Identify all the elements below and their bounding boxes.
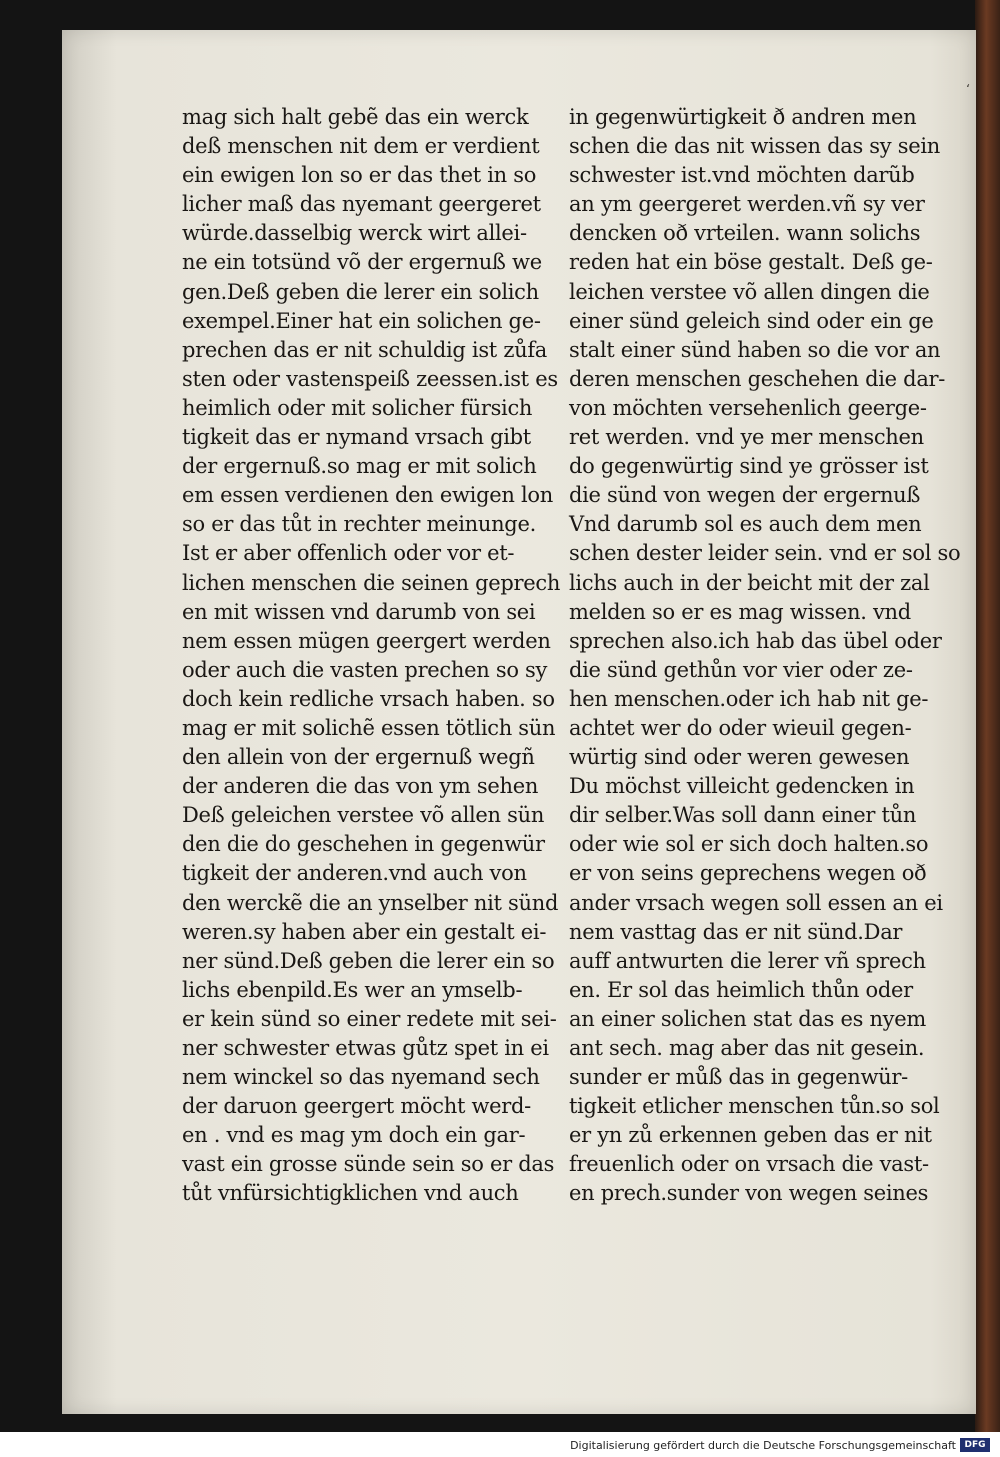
text-line: sprechen also.ich hab das übel oder xyxy=(569,628,942,653)
text-line: oder auch die vasten prechen so sy xyxy=(182,657,548,682)
footer-bar xyxy=(0,1432,1000,1457)
dfg-logo: DFG xyxy=(960,1438,990,1452)
text-line: em essen verdienen den ewigen lon xyxy=(182,483,553,508)
text-line: licher maß das nyemant geergeret xyxy=(182,192,541,217)
text-line: stalt einer sünd haben so die vor an xyxy=(569,337,941,362)
text-line: do gegenwürtig sind ye grösser ist xyxy=(569,454,929,479)
text-line: der daruon geergert möcht werd- xyxy=(182,1094,531,1119)
text-line: nem vasttag das er nit sünd.Dar xyxy=(569,919,903,944)
text-line: er yn zů erkennen geben das er nit xyxy=(569,1123,932,1148)
text-line: nem winckel so das nyemand sech xyxy=(182,1065,540,1090)
text-line: tigkeit das er nymand vrsach gibt xyxy=(182,425,531,450)
text-line: schen dester leider sein. vnd er sol so xyxy=(569,541,961,566)
text-line: einer sünd geleich sind oder ein ge xyxy=(569,308,934,333)
text-line: reden hat ein böse gestalt. Deß ge- xyxy=(569,250,933,275)
right-text-column xyxy=(569,103,961,1209)
text-line: an ym geergeret werden.vñ sy ver xyxy=(569,192,925,217)
text-line: ner schwester etwas gůtz spet in ei xyxy=(182,1036,549,1060)
text-line: sten oder vastenspeiß zeessen.ist es xyxy=(182,366,558,391)
left-text-column xyxy=(182,103,561,1209)
text-line: nem essen mügen geergert werden xyxy=(182,628,551,653)
text-line: deß menschen nit dem er verdient xyxy=(182,134,540,159)
corner-mark: ‘ xyxy=(966,82,970,96)
text-line: so er das tůt in rechter meinunge. xyxy=(182,512,536,537)
text-line: auff antwurten die lerer vñ sprech xyxy=(569,948,926,973)
text-line: ant sech. mag aber das nit gesein. xyxy=(569,1036,925,1060)
text-line: mag er mit solichẽ essen tötlich sün xyxy=(182,715,556,740)
text-line: doch kein redliche vrsach haben. so xyxy=(182,686,555,711)
text-line: die sünd von wegen der ergernuß xyxy=(569,483,921,508)
text-line: heimlich oder mit solicher fürsich xyxy=(182,395,533,420)
text-line: der anderen die das von ym sehen xyxy=(182,774,539,799)
text-line: en . vnd es mag ym doch ein gar- xyxy=(182,1123,526,1148)
text-line: Ist er aber offenlich oder vor et- xyxy=(182,541,515,566)
text-line: deren menschen geschehen die dar- xyxy=(569,366,946,391)
text-line: er kein sünd so einer redete mit sei- xyxy=(182,1006,557,1031)
text-line: er von seins geprechens wegen oð xyxy=(569,861,927,886)
text-line: von möchten versehenlich geerge- xyxy=(569,395,927,420)
text-line: melden so er es mag wissen. vnd xyxy=(569,599,911,624)
text-line: mag sich halt gebẽ das ein werck xyxy=(182,105,529,129)
text-line: in gegenwürtigkeit ð andren men xyxy=(569,105,917,129)
text-line: lichs ebenpild.Es wer an ymselb- xyxy=(182,977,523,1002)
text-line: dencken oð vrteilen. wann solichs xyxy=(569,221,921,246)
book-page xyxy=(62,30,976,1414)
text-line: den werckẽ die an ynselber nit sünd xyxy=(182,890,559,915)
text-line: den allein von der ergernuß wegñ xyxy=(182,745,535,770)
text-line: an einer solichen stat das es nyem xyxy=(569,1006,926,1031)
text-line: ner sünd.Deß geben die lerer ein so xyxy=(182,948,555,973)
text-line: ne ein totsünd võ der ergernuß we xyxy=(182,250,542,275)
text-line: en prech.sunder von wegen seines xyxy=(569,1181,929,1206)
text-line: sunder er můß das in gegenwür- xyxy=(569,1065,908,1090)
text-line: weren.sy haben aber ein gestalt ei- xyxy=(182,919,547,944)
text-line: Du möchst villeicht gedencken in xyxy=(569,774,915,799)
text-line: lichen menschen die seinen geprech xyxy=(182,570,561,595)
text-line: Vnd darumb sol es auch dem men xyxy=(569,512,922,537)
text-line: tigkeit der anderen.vnd auch von xyxy=(182,861,527,886)
text-line: exempel.Einer hat ein solichen ge- xyxy=(182,308,541,333)
text-line: tigkeit etlicher menschen tůn.so sol xyxy=(569,1094,940,1119)
text-line: dir selber.Was soll dann einer tůn xyxy=(569,803,917,828)
funding-credit: Digitalisierung gefördert durch die Deutsche Forschungsgemeinschaft xyxy=(570,1439,956,1452)
text-line: Deß geleichen verstee võ allen sün xyxy=(182,803,545,828)
text-line: tůt vnfürsichtigklichen vnd auch xyxy=(182,1181,519,1206)
text-line: schwester ist.vnd möchten darũb xyxy=(569,163,915,188)
text-line: ander vrsach wegen soll essen an ei xyxy=(569,890,943,915)
text-line: leichen verstee võ allen dingen die xyxy=(569,279,930,304)
text-line: achtet wer do oder wieuil gegen- xyxy=(569,715,912,740)
book-edge xyxy=(975,0,1000,1432)
text-line: den die do geschehen in gegenwür xyxy=(182,832,545,857)
text-line: freuenlich oder on vrsach die vast- xyxy=(569,1152,929,1177)
text-line: der ergernuß.so mag er mit solich xyxy=(182,454,537,479)
text-line: vast ein grosse sünde sein so er das xyxy=(182,1152,555,1177)
text-line: hen menschen.oder ich hab nit ge- xyxy=(569,686,929,711)
text-line: ein ewigen lon so er das thet in so xyxy=(182,163,537,188)
text-line: ret werden. vnd ye mer menschen xyxy=(569,425,924,450)
text-line: würde.dasselbig werck wirt allei- xyxy=(182,221,527,246)
text-line: würtig sind oder weren gewesen xyxy=(569,745,910,770)
text-line: en. Er sol das heimlich thůn oder xyxy=(569,977,913,1002)
text-line: lichs auch in der beicht mit der zal xyxy=(569,570,930,595)
text-line: die sünd gethůn vor vier oder ze- xyxy=(569,657,913,682)
text-line: schen die das nit wissen das sy sein xyxy=(569,134,940,159)
text-line: oder wie sol er sich doch halten.so xyxy=(569,832,929,857)
text-line: prechen das er nit schuldig ist zůfa xyxy=(182,337,548,362)
text-line: en mit wissen vnd darumb von sei xyxy=(182,599,536,624)
text-line: gen.Deß geben die lerer ein solich xyxy=(182,279,539,304)
